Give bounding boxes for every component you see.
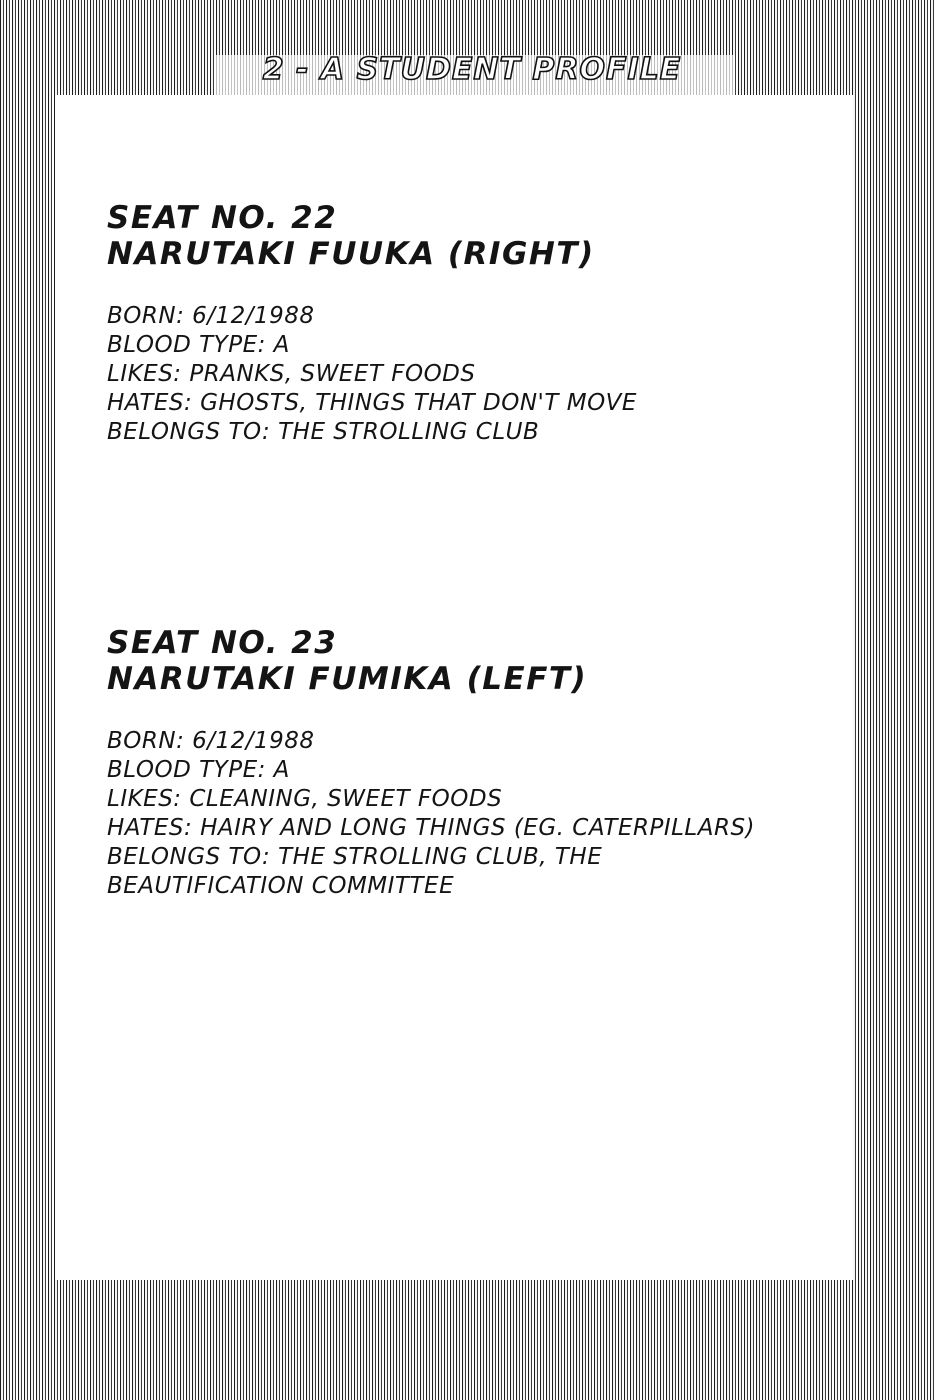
fact-belongs-to: BELONGS TO: THE STROLLING CLUB: [107, 419, 540, 445]
fact-blood-type: BLOOD TYPE: A: [107, 757, 290, 783]
profile-facts: [107, 302, 787, 447]
fact-likes: LIKES: PRANKS, SWEET FOODS: [107, 361, 476, 387]
fact-belongs-to: BELONGS TO: THE STROLLING CLUB, THE BEAUTIFICATION COMMITTEE: [107, 844, 603, 899]
profile-facts: [107, 727, 787, 901]
student-profile-fuuka: [107, 200, 787, 447]
student-profile-fumika: [107, 625, 787, 901]
fact-born: BORN: 6/12/1988: [107, 728, 315, 754]
fact-hates: HATES: GHOSTS, THINGS THAT DON'T MOVE: [107, 390, 637, 416]
page-title: 2 - A STUDENT PROFILE: [262, 52, 682, 87]
fact-blood-type: BLOOD TYPE: A: [107, 332, 290, 358]
student-name: NARUTAKI FUMIKA (LEFT): [107, 661, 588, 697]
fact-hates: HATES: HAIRY AND LONG THINGS (EG. CATERPILLARS): [107, 815, 756, 841]
seat-number: SEAT NO. 23: [107, 625, 338, 661]
seat-number: SEAT NO. 22: [107, 200, 338, 236]
fact-born: BORN: 6/12/1988: [107, 303, 315, 329]
student-name: NARUTAKI FUUKA (RIGHT): [107, 236, 595, 272]
fact-likes: LIKES: CLEANING, SWEET FOODS: [107, 786, 503, 812]
